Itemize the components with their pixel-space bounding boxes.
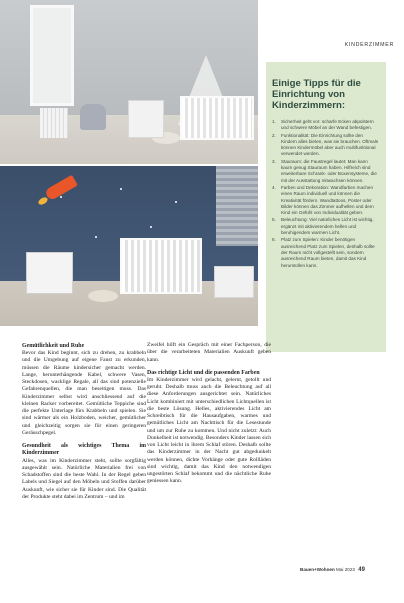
paragraph: Zweifel hilft ein Gespräch mit einer Fachperson, die über die verarbeiteten Materialien Auskunft geben kann. [147,342,271,363]
radiator [40,108,68,138]
crib [120,238,202,294]
list-item: 5. Beleuchtung: Viel natürliches Licht ist wichtig, ergänzt mit aktivierendem hellen und beruhigendem warmen Licht. [272,217,374,236]
list-item: 2. Funktionalität: Die Einrichtung sollte den Kindern alles bieten, was sie brauchen. Oftmals können Kindermöbel aber auch multifunktional verwendet werden. [272,132,379,157]
issue-date: Mai 2023 [336,567,355,572]
magazine-name: Bauen+Wohnen [300,567,335,572]
list-item: 3. Stauraum: die Faustregel lautet: Man kann kaum genug Stauraum haben. Hilfreich sind erweiterbare Schrank- oder Boxensysteme, die mit der Ausstattung mitwachsen können. [272,158,377,183]
shelf [128,100,164,138]
star [150,226,152,228]
paragraph: Alles, was im Kinderzimmer steht, sollte sorgfältig ausgewählt sein. Natürliche Materialien frei von Schadstoffen sind die beste Wahl. In der Regel geben Labels und Siegel auf den Möbeln und Stoffen darüber Auskunft, wie sicher sie für Kinder sind. Die Qualität der Produkte steht dabei im Zentrum – und im [22,457,146,500]
page-number: 49 [358,567,365,573]
subheading: Gesundheit als wichtiges Thema im Kinderzimmer [22,443,146,457]
article-column-middle [147,342,271,492]
pouf [88,290,118,302]
page-footer [300,567,365,573]
window [30,5,74,106]
rocket-flame [37,196,49,206]
tips-title: Einige Tipps für die Einrichtung von Kinderzimmern: [272,78,361,111]
armchair [80,104,106,130]
shelf [26,252,73,294]
star [120,188,122,190]
paragraph: Im Kinderzimmer wird gelacht, gelernt, getollt und geruht. Deshalb muss auch die Beleuchtung auf all diese Anforderungen ausgerichtet sein. Natürliches Licht kombiniert mit unterschiedlichen Lichtquellen ist die beste Lösung. Helles, aktivierendes Licht am Schreibtisch für die Hausaufgaben, warmes und gemütliches Licht am Nachttisch für die Lesestunde und um zur Ruhe zu kommen. Und nicht zuletzt: Auch Dunkelheit ist notwendig. Besonders Kinder lassen sich von Licht leicht in ihrem Schlaf stören. Deshalb sollte das Kinderzimmer in der Nacht gut abgedunkelt werden können, dichte Vorhänge oder gute Rollläden sind wichtig, damit das Kind den notwendigen ungestörten Schlaf bekommt und die nächtliche Ruhe geniessen kann. [147,376,272,485]
section-label: KINDERZIMMER [344,42,394,48]
article-column-left [22,343,146,507]
list-item: 6. Platz zum Spielen: Kinder benötigen ausreichend Platz zum Spielen, deshalb sollte der Raum nicht vollgestellt sein, sondern ausreichend Raum bieten, damit das Kind herumtollen kann. [272,237,375,268]
star [60,196,62,198]
tips-box [266,62,386,352]
crib [180,96,254,140]
list-item: 4. Farben und Dekoration: Wandfarben machen einen Raum individuell und können die Kreativität fördern. Wandtattoos, Poster oder Bilder können das Zimmer aufhellen und dem Kind ein Gefühl von Individualität geben. [272,184,374,216]
dresser [214,266,254,298]
star [175,201,177,203]
paragraph: Bevor das Kind beginnt, sich zu drehen, zu krabbeln und die Umgebung auf eigene Faust zu erkunden, müssen die Räume kindersicher gemacht werden. Lange, herunterhängende Kabel, schwere Vasen, Steckdosen, wacklige Regale, all das sind potenzielle Gefahrenquellen, die man beseitigen muss. Das Kinderzimmer selbst wird anschliessend auf die kleinen Racker vorbereitet. Gemütliche Teppiche sind die perfekte Unterlage fürs Krabbeln und spielen. Sie sind wärmer als ein Holzboden, weicher, gemütlicher und gleichzeitig sorgen sie für einen geringeren Geräuschpegel. [22,350,146,436]
tips-list [272,119,380,269]
photo-nursery-bottom [0,166,258,326]
subheading: Gemütlichkeit und Ruhe [22,343,85,349]
window-blind [216,166,258,246]
photo-nursery-top [0,0,258,164]
star [95,236,97,238]
list-item: 1. Sicherheit geht vor: scharfe Ecken abpolstern und schwere Möbel an der Wand befestigen. [272,119,374,131]
subheading: Das richtige Licht und die passenden Farben [147,369,260,376]
